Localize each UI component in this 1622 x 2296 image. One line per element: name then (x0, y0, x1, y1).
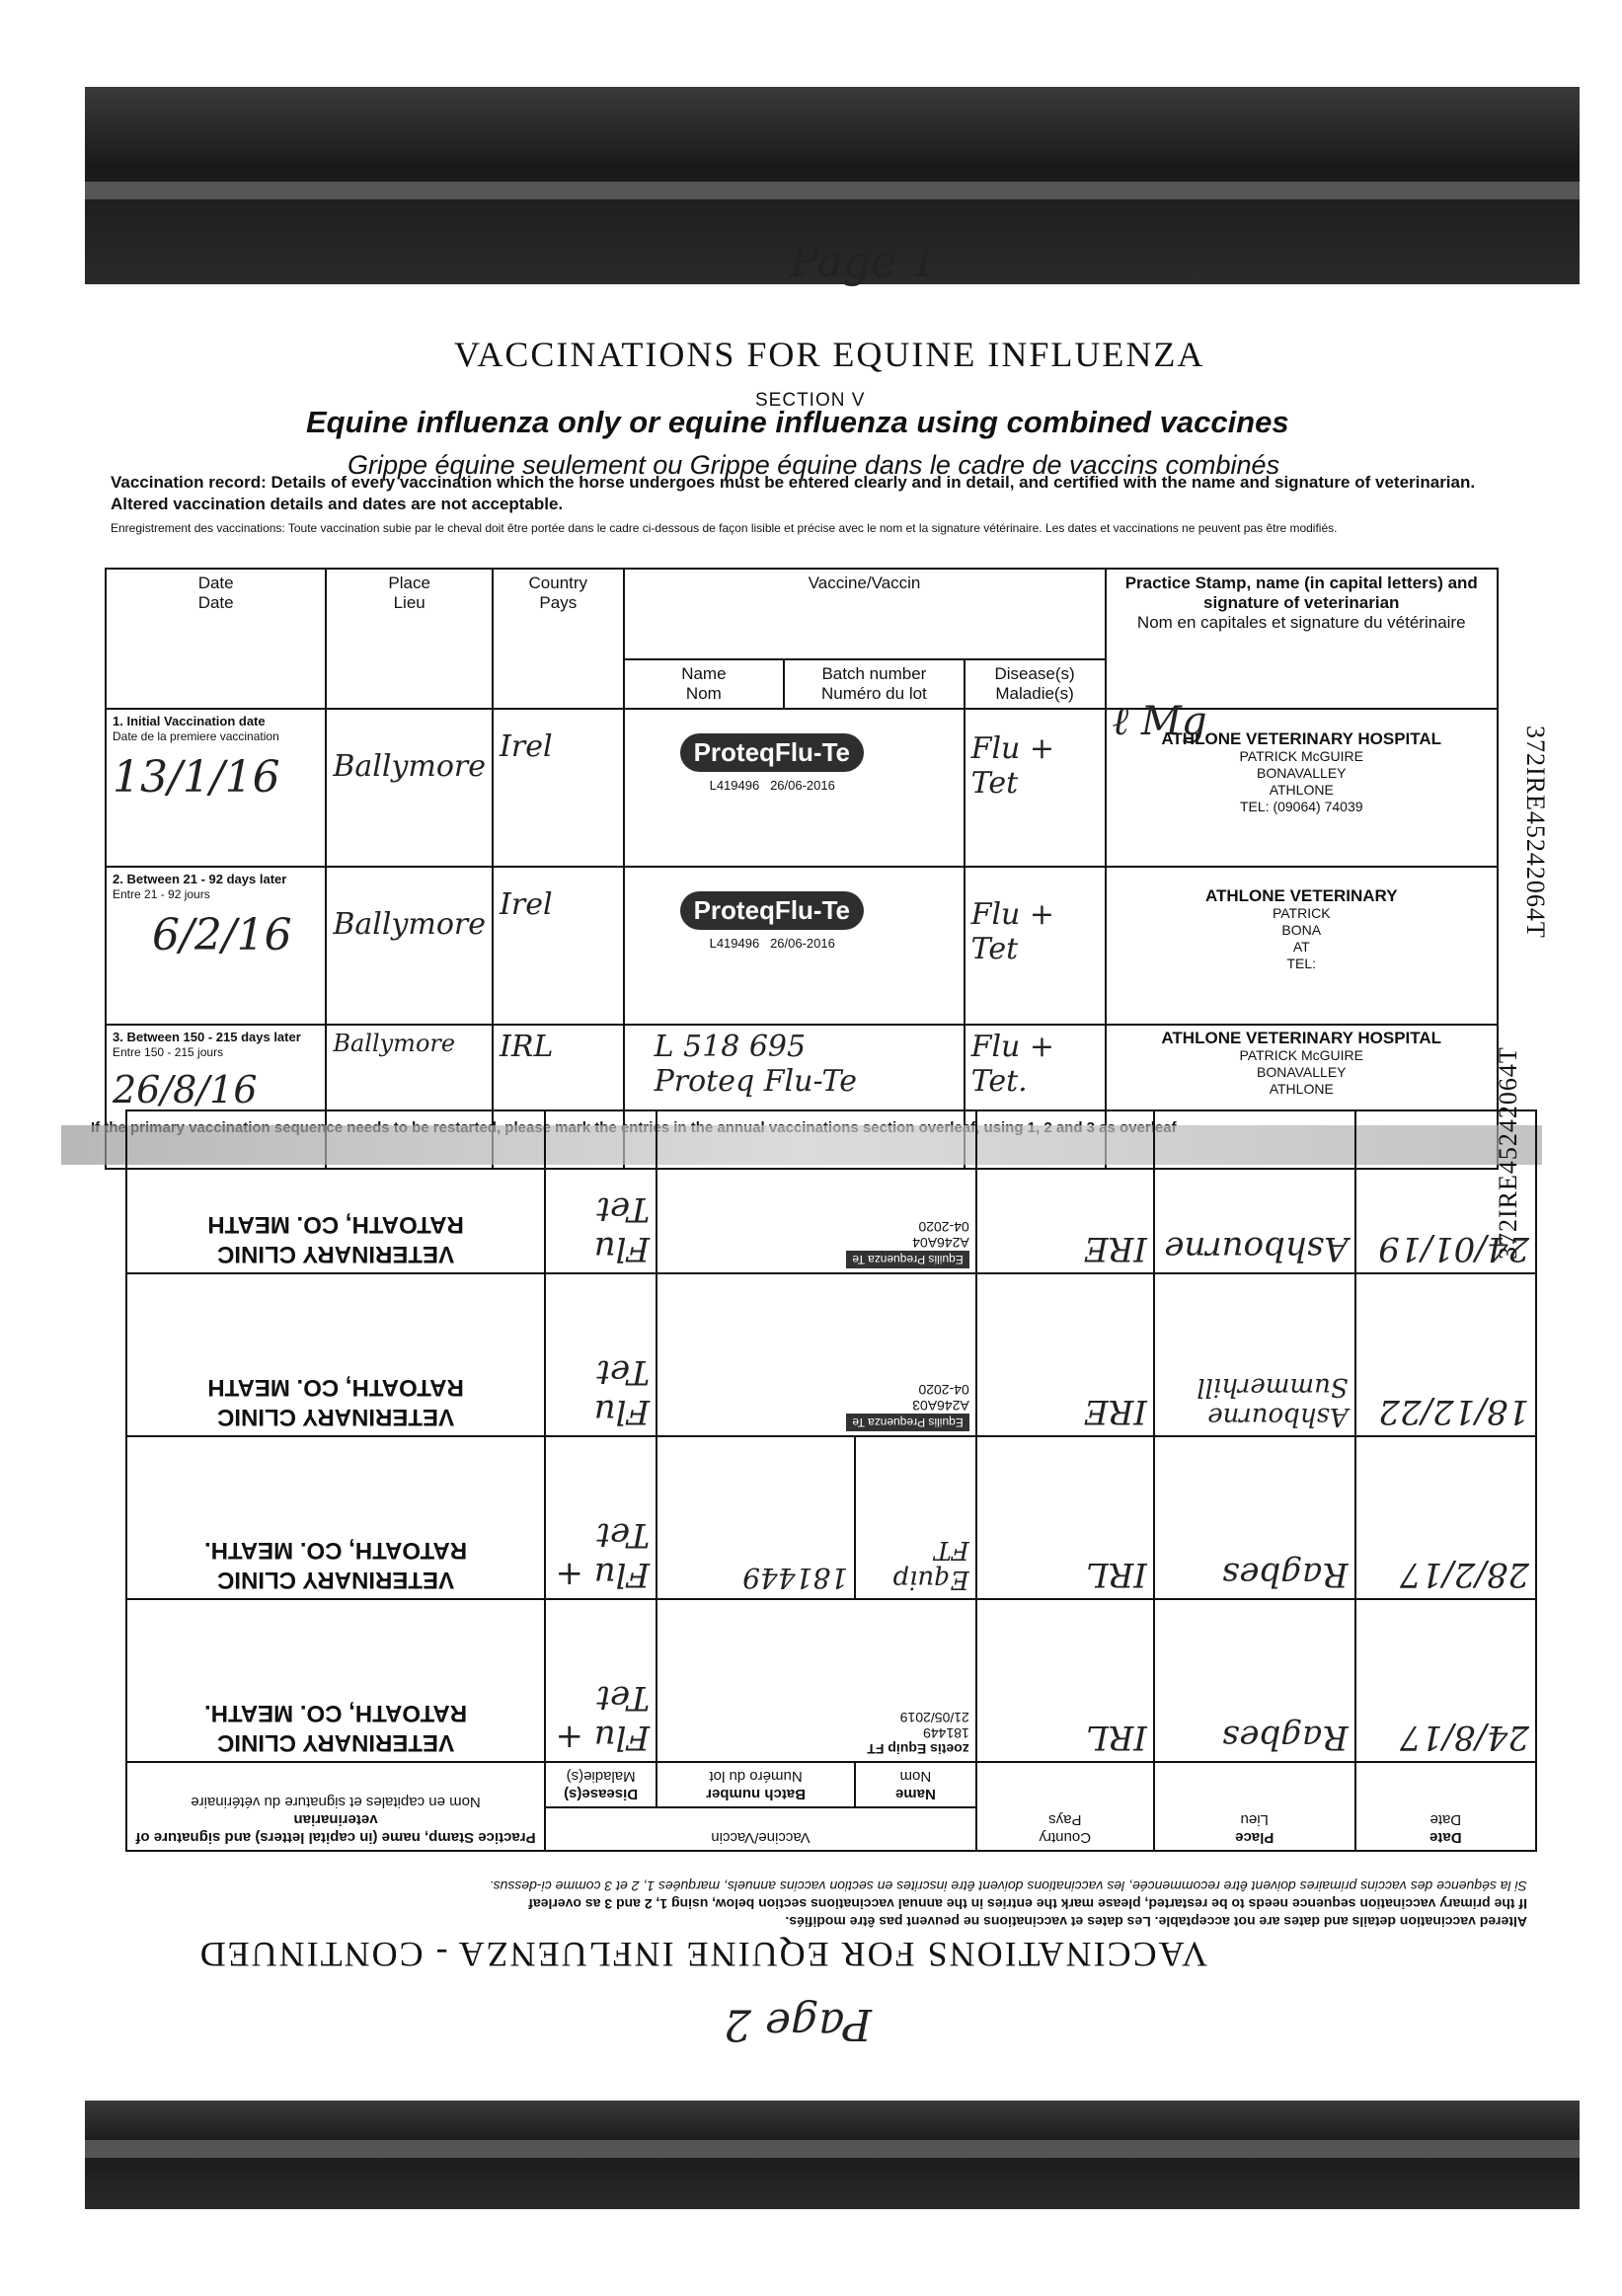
header-batch: Batch number Numéro du lot (784, 659, 964, 709)
c-row1-vaccine: zoetis Equip FT 181449 21/05/2019 (657, 1599, 976, 1762)
header-batch: Batch number Numéro du lot (657, 1762, 855, 1807)
table-row (126, 1436, 1536, 1599)
header-name: Name Nom (855, 1762, 976, 1807)
row1-place: Ballymore (326, 709, 493, 867)
table-row (126, 1273, 1536, 1436)
header-place: Place Lieu (326, 569, 493, 709)
c-row4-country: IRE (976, 1110, 1154, 1273)
header-stamp: Practice Stamp, name (in capital letters) and signature of veterinarian Nom en capitales et signature du vétérinaire (1106, 569, 1499, 709)
row1-stamp: ℓ Mg ATHLONE VETERINARY HOSPITAL PATRICK McGUIRE BONAVALLEY ATHLONE TEL: (09064) 74039 (1106, 709, 1499, 867)
heading-english: Equine influenza only or equine influenza using combined vaccines (306, 405, 1289, 439)
c-row1-place: Ragbes (1154, 1599, 1355, 1762)
c-row2-batch: 181449 (657, 1436, 855, 1599)
c-row4-stamp: VETERINARY CLINIC RATOATH, CO. MEATH (126, 1110, 545, 1273)
header-date: Date Date (1355, 1762, 1536, 1851)
page-2-title: VACCINATIONS FOR EQUINE INFLUENZA - CONTINUED (197, 1935, 1207, 1974)
c-row3-vaccine: Equilis Prequenza Te A246A03 04-2020 (657, 1273, 976, 1436)
c-row4-disease: Flu Tet (545, 1110, 657, 1273)
row2-country: Irel (493, 867, 624, 1025)
row1-date-cell: 1. Initial Vaccination date Date de la premiere vaccination 13/1/16 (106, 709, 326, 867)
row2-place: Ballymore (326, 867, 493, 1025)
scan-fold-shadow (61, 1125, 1542, 1165)
header-vaccine: Vaccine/Vaccin (545, 1807, 976, 1851)
page-2-notes: Altered vaccination details and dates are not acceptable. Les dates et vaccinations ne peuvent pas être modifiés. If the primary vaccination sequence needs to be restarted, please mark the entries in the annual vaccinations section below, using 1, 2 and 3 as overleaf Si la séquence des vaccins primaires doivent être recommencée, les vaccinations doivent être inscrites en section vaccins annuels, marquées 1, 2 et 3 comme ci-dessus. (489, 1878, 1527, 1930)
header-country: Country Pays (493, 569, 624, 709)
row3-place: Ballymore (326, 1025, 493, 1169)
row1-vaccine-sticker: ProteqFlu-Te L419496 26/06-2016 (624, 709, 965, 867)
row2-disease: Flu + Tet (965, 867, 1106, 1025)
table-row (106, 867, 1498, 1025)
c-row1-stamp: VETERINARY CLINIC RATOATH, CO. MEATH. (126, 1599, 545, 1762)
c-row2-place: Ragbes (1154, 1436, 1355, 1599)
c-row2-date: 28/2/17 (1355, 1436, 1536, 1599)
table-row (106, 709, 1498, 867)
c-row2-disease: Flu + Tet (545, 1436, 657, 1599)
c-row4-date: 24/01/19 (1355, 1110, 1536, 1273)
c-row1-country: IRL (976, 1599, 1154, 1762)
row3-country: IRL (493, 1025, 624, 1169)
header-name: Name Nom (624, 659, 785, 709)
table-row (126, 1599, 1536, 1762)
row3-disease: Flu + Tet. (965, 1025, 1106, 1169)
page-title: VACCINATIONS FOR EQUINE INFLUENZA (454, 335, 1205, 374)
c-row3-date: 18/12/22 (1355, 1273, 1536, 1436)
row1-disease: Flu + Tet (965, 709, 1106, 867)
c-row1-disease: Flu + Tet (545, 1599, 657, 1762)
header-stamp: Practice Stamp, name (in capital letters) and signature of veterinarian Nom en capitales et signature du vétérinaire (126, 1762, 545, 1851)
record-instructions-fr: Enregistrement des vaccinations: Toute vaccination subie par le cheval doit être portée dans le cadre ci-dessous de façon lisible et précise avec le nom et la signature vétérinaire. Les dates et vaccinations ne peuvent pas être modifiés. (111, 521, 1338, 535)
c-row3-disease: Flu Tet (545, 1273, 657, 1436)
header-place: Place Lieu (1154, 1762, 1355, 1851)
section-label: SECTION V (755, 390, 866, 411)
c-row2-stamp: VETERINARY CLINIC RATOATH, CO. MEATH. (126, 1436, 545, 1599)
c-row3-country: IRE (976, 1273, 1154, 1436)
row3-stamp: ATHLONE VETERINARY HOSPITAL PATRICK McGUIRE BONAVALLEY ATHLONE (1106, 1025, 1499, 1169)
row2-vaccine-sticker: ProteqFlu-Te L419496 26/06-2016 (624, 867, 965, 1025)
c-row2-country: IRL (976, 1436, 1154, 1599)
page-1-handwritten-label: Page 1 (790, 237, 939, 287)
header-country: Country Pays (976, 1762, 1154, 1851)
page-2-handwritten-label: Page 2 (723, 1999, 872, 2049)
annual-vaccination-table (125, 1110, 1537, 1852)
side-code-top: 372IRE45242064T (1521, 726, 1550, 939)
heading-french: Grippe équine seulement ou Grippe équine dans le cadre de vaccins combinés (348, 450, 1280, 480)
side-code-bottom: 372IRE45242064T (1494, 1046, 1522, 1260)
row2-stamp: ATHLONE VETERINARY PATRICK BONA AT TEL: (1106, 867, 1499, 1025)
row3-vaccine-handwritten: L 518 695 Proteq Flu-Te (624, 1025, 965, 1169)
c-row1-date: 24/8/17 (1355, 1599, 1536, 1762)
scan-shadow-bottom (85, 2101, 1580, 2209)
c-row4-vaccine: Equilis Prequenza Te A246A04 04-2020 (657, 1110, 976, 1273)
header-vaccine: Vaccine/Vaccin (624, 569, 1106, 659)
record-instructions-en: Vaccination record: Details of every vaccination which the horse undergoes must be entered clearly and in detail, and certified with the name and signature of veterinarian. Altered vaccination details and dates are not acceptable. (111, 473, 1476, 513)
header-disease: Disease(s) Maladie(s) (545, 1762, 657, 1807)
c-row3-place: Ashbourne Summerhill (1154, 1273, 1355, 1436)
header-disease: Disease(s) Maladie(s) (965, 659, 1106, 709)
header-date: Date Date (106, 569, 326, 709)
c-row4-place: Ashbourne (1154, 1110, 1355, 1273)
row2-date-cell: 2. Between 21 - 92 days later Entre 21 - 92 jours 6/2/16 (106, 867, 326, 1025)
primary-vaccination-table (105, 568, 1499, 1170)
c-row2-name: Equip FT (855, 1436, 976, 1599)
row3-date-cell: 3. Between 150 - 215 days later Entre 150 - 215 jours 26/8/16 (106, 1025, 326, 1169)
c-row3-stamp: VETERINARY CLINIC RATOATH, CO. MEATH (126, 1273, 545, 1436)
row1-country: Irel (493, 709, 624, 867)
